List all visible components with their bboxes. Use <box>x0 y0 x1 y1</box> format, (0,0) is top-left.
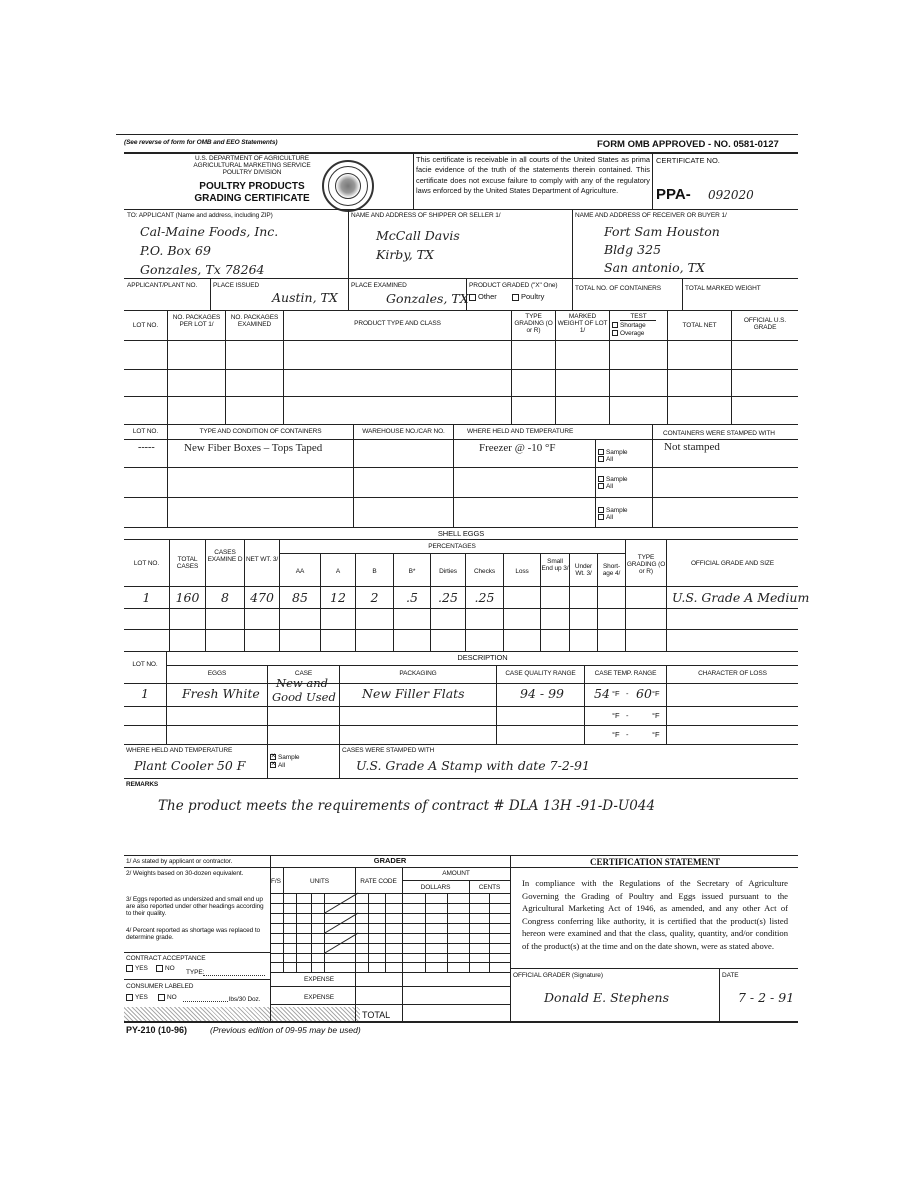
desc-col-lot: LOT NO. <box>132 661 158 668</box>
grader-col-units: UNITS <box>309 878 329 885</box>
footnote-4: 4/ Percent reported as shortage was replaced to determine grade. <box>126 927 261 941</box>
cases-stamped-value: U.S. Grade A Stamp with date 7-2-91 <box>356 758 590 773</box>
certification-text: In compliance with the Regulations of the Secretary of Agriculture Governing the Grading of Poultry and Eggs issued pursuant to the Agricultural Marketing Act of 1946, as amended, and any other Act of Congress conferring like authority, it is certified that the product(s) listed hereon were examined and that the class, quality, quantity, and/or condition of the product(s) at the time and on the date shown, were as stated above. <box>522 878 788 951</box>
cases-stamped-label: CASES WERE STAMPED WITH <box>342 747 435 754</box>
desc-row1-case-2: Good Used <box>272 690 336 704</box>
cont-col-held: WHERE HELD AND TEMPERATURE <box>467 428 574 435</box>
applicant-name: Cal-Maine Foods, Inc. <box>140 224 279 239</box>
footnote-3: 3/ Eggs reported as undersized and small end up are also reported under other headings according to their quality. <box>126 896 264 917</box>
consumer-labeled-label: CONSUMER LABELED <box>126 983 194 990</box>
product-graded-label: PRODUCT GRADED ("X" One) <box>469 282 558 289</box>
eggs-col-aa: AA <box>295 568 305 575</box>
desc-row1-deg-1: °F <box>612 689 620 698</box>
certificate-prefix: PPA- <box>656 186 691 203</box>
desc-row3-deg-1: °F <box>612 730 620 739</box>
cont-row2-all-label: All <box>606 483 613 490</box>
desc-row1-packaging: New Filler Flats <box>362 686 465 701</box>
grader-signature: Donald E. Stephens <box>544 990 669 1005</box>
eggs-row1-official: U.S. Grade A Medium <box>672 590 810 605</box>
desc-row2-dash: - <box>626 711 629 720</box>
certificate-no-label: CERTIFICATE NO. <box>656 156 720 165</box>
place-examined: Gonzales, TX <box>386 291 469 306</box>
held-label: WHERE HELD AND TEMPERATURE <box>126 747 233 754</box>
date-label: DATE <box>722 972 739 979</box>
eggs-col-small-end: Small End up 3/ <box>541 558 569 572</box>
eggs-row1-bstar: .5 <box>406 590 418 605</box>
desc-row1-case-1: New and <box>276 676 328 690</box>
eggs-row1-net: 470 <box>250 590 274 605</box>
eggs-col-dirties: Dirties <box>439 568 457 575</box>
test-shortage-checkbox[interactable] <box>612 322 646 329</box>
col-packages-per-lot: NO. PACKAGES PER LOT 1/ <box>172 314 221 328</box>
col-type-grading: TYPE GRADING (O or R) <box>514 313 553 334</box>
cont-row3-sample-label: Sample <box>606 507 628 514</box>
cont-row1-sample-label: Sample <box>606 449 628 456</box>
eggs-row1-total: 160 <box>175 590 200 605</box>
desc-row1-temp-low: 54 <box>594 686 610 701</box>
receiver-label: NAME AND ADDRESS OF RECEIVER OR BUYER 1/ <box>575 212 727 219</box>
desc-row2-deg-2: °F <box>652 711 660 720</box>
col-packages-examined: NO. PACKAGES EXAMINED <box>230 314 279 328</box>
desc-row2-deg-1: °F <box>612 711 620 720</box>
total-label: TOTAL <box>362 1010 391 1020</box>
desc-row1-quality: 94 - 99 <box>520 686 564 701</box>
shell-eggs-title: SHELL EGGS <box>437 529 485 538</box>
shipper-label: NAME AND ADDRESS OF SHIPPER OR SELLER 1/ <box>351 212 501 219</box>
eggs-col-official: OFFICIAL GRADE AND SIZE <box>690 560 775 567</box>
graded-other-checkbox[interactable] <box>469 293 497 302</box>
place-issued: Austin, TX <box>272 290 338 305</box>
eggs-col-loss: Loss <box>515 568 529 575</box>
form-title-2: GRADING CERTIFICATE <box>194 193 310 204</box>
col-total-net: TOTAL NET <box>682 322 717 329</box>
cont-row2-all-checkbox[interactable] <box>598 483 613 490</box>
eggs-col-shortage: Short-age 4/ <box>602 563 621 577</box>
remarks-label: REMARKS <box>126 781 159 788</box>
desc-row3-dash: - <box>626 730 629 739</box>
desc-row1-temp-high: 60 <box>636 686 652 701</box>
total-containers-label: TOTAL NO. OF CONTAINERS <box>575 285 661 292</box>
description-title: DESCRIPTION <box>457 653 508 662</box>
place-issued-label: PLACE ISSUED <box>213 282 260 289</box>
grader-col-amount: AMOUNT <box>442 870 470 877</box>
eggs-row1-examined: 8 <box>221 590 229 605</box>
date-value: 7 - 2 - 91 <box>738 990 795 1005</box>
omb-approval: FORM OMB APPROVED - NO. 0581-0127 <box>597 139 779 150</box>
form-title-1: POULTRY PRODUCTS <box>199 181 305 192</box>
eggs-col-cases-examined: CASES EXAMINE D <box>207 549 243 563</box>
desc-col-quality: CASE QUALITY RANGE <box>505 670 576 677</box>
held-value: Plant Cooler 50 F <box>134 758 246 773</box>
held-all-checkbox[interactable] <box>270 762 285 769</box>
receiver-building: Bldg 325 <box>604 242 662 257</box>
applicant-address: P.O. Box 69 <box>140 243 211 258</box>
plant-no-label: APPLICANT/PLANT NO. <box>127 282 198 289</box>
eggs-row1-a: 12 <box>330 590 346 605</box>
certificate-number: 092020 <box>708 188 754 202</box>
receiver-city: San antonio, TX <box>604 260 705 275</box>
cont-col-warehouse: WAREHOUSE NO./CAR NO. <box>362 428 445 435</box>
dept-line-3: POULTRY DIVISION <box>222 169 282 176</box>
previous-edition-note: (Previous edition of 09-95 may be used) <box>210 1025 361 1035</box>
consumer-lbs-label: lbs/30 Doz. <box>229 996 261 1003</box>
graded-poultry-checkbox[interactable] <box>512 293 544 302</box>
cont-row1-all-checkbox[interactable] <box>598 456 613 463</box>
test-shortage-label: Shortage <box>620 322 646 329</box>
cont-row3-all-label: All <box>606 514 613 521</box>
desc-col-eggs: EGGS <box>207 670 227 677</box>
eggs-row1-checks: .25 <box>474 590 495 605</box>
eggs-row1-lot: 1 <box>142 590 151 605</box>
cont-row1-type: New Fiber Boxes – Tops Taped <box>184 442 323 454</box>
cont-row2-sample-checkbox[interactable] <box>598 476 627 483</box>
eggs-col-type-grading: TYPE GRADING (O or R) <box>626 554 666 575</box>
contract-yes-checkbox[interactable] <box>126 965 148 972</box>
eggs-row1-b: 2 <box>370 590 379 605</box>
graded-poultry-label: Poultry <box>521 292 545 301</box>
col-test: TEST <box>630 313 647 320</box>
official-grader-label: OFFICIAL GRADER (Signature) <box>513 972 603 979</box>
usda-seal-icon <box>322 160 374 212</box>
eggs-col-b: B <box>372 568 377 575</box>
desc-col-loss: CHARACTER OF LOSS <box>698 670 767 677</box>
cont-col-lot: LOT NO. <box>132 428 159 435</box>
eggs-col-lot: LOT NO. <box>133 560 160 567</box>
col-product-type-class: PRODUCT TYPE AND CLASS <box>354 320 441 327</box>
eggs-row1-dirties: .25 <box>438 590 458 605</box>
cont-row1-held: Freezer @ -10 °F <box>479 442 556 454</box>
col-marked-weight: MARKED WEIGHT OF LOT 1/ <box>557 313 608 334</box>
cont-row2-sample-label: Sample <box>606 476 628 483</box>
dept-line-2: AGRICULTURAL MARKETING SERVICE <box>193 162 311 169</box>
contract-acceptance-label: CONTRACT ACCEPTANCE <box>126 955 206 962</box>
held-all-label: All <box>278 762 285 769</box>
grader-col-fs: F/S <box>271 878 281 885</box>
cont-row3-sample-checkbox[interactable] <box>598 507 627 514</box>
cont-row1-lot: ----- <box>138 442 155 453</box>
eggs-col-checks: Checks <box>473 568 496 575</box>
shipper-city: Kirby, TX <box>376 247 434 262</box>
eggs-row1-aa: 85 <box>292 590 308 605</box>
receiver-name: Fort Sam Houston <box>604 224 720 239</box>
desc-row3-deg-2: °F <box>652 730 660 739</box>
grader-col-cents: CENTS <box>478 884 501 891</box>
applicant-city: Gonzales, Tx 78264 <box>140 262 265 277</box>
cont-row3-all-checkbox[interactable] <box>598 514 613 521</box>
shaded-area <box>124 1007 360 1021</box>
certification-title: CERTIFICATION STATEMENT <box>590 857 720 867</box>
total-marked-weight-label: TOTAL MARKED WEIGHT <box>685 285 761 292</box>
contract-yes-label: YES <box>135 965 148 973</box>
cont-row1-all-label: All <box>606 456 613 463</box>
held-sample-label: Sample <box>278 754 300 761</box>
cont-row1-stamped: Not stamped <box>664 441 720 453</box>
grader-col-rate: RATE CODE <box>360 878 397 885</box>
desc-col-case: CASE <box>294 670 313 677</box>
consumer-no-label: NO <box>167 994 177 1002</box>
legal-notice: This certificate is receivable in all courts of the United States as prima facie evidence of the truth of the statements therein contained. This certificate does not excuse failure to comply with any of the regulatory laws enforced by the United States Department of Agriculture. <box>416 155 650 196</box>
consumer-yes-label: YES <box>135 994 148 1002</box>
footnote-2: 2/ Weights based on 30-dozen equivalent. <box>126 870 244 877</box>
test-overage-checkbox[interactable] <box>612 330 644 337</box>
place-examined-label: PLACE EXAMINED <box>351 282 407 289</box>
reverse-note: (See reverse of form for OMB and EEO Statements) <box>124 139 278 146</box>
contract-type-label: TYPE: <box>186 969 205 976</box>
desc-row1-lot: 1 <box>141 686 149 701</box>
eggs-col-bstar: B* <box>408 568 416 575</box>
eggs-col-net-wt: NET WT. 3/ <box>245 556 279 563</box>
expense-label-1: EXPENSE <box>303 976 334 983</box>
desc-row1-deg-2: °F <box>652 689 660 698</box>
desc-row1-dash: - <box>626 689 629 698</box>
desc-row1-eggs: Fresh White <box>182 686 260 701</box>
eggs-col-total-cases: TOTAL CASES <box>176 556 199 570</box>
grader-col-dollars: DOLLARS <box>420 884 451 891</box>
applicant-label: TO: APPLICANT (Name and address, including ZIP) <box>127 212 273 219</box>
col-lot-no: LOT NO. <box>132 322 159 329</box>
shipper-name: McCall Davis <box>376 228 460 243</box>
consumer-no-checkbox[interactable] <box>158 994 177 1001</box>
contract-no-label: NO <box>165 965 175 973</box>
eggs-col-under-wt: Under Wt. 3/ <box>574 563 593 577</box>
eggs-col-a: A <box>335 568 341 575</box>
cont-col-type-condition: TYPE AND CONDITION OF CONTAINERS <box>199 428 322 435</box>
consumer-yes-checkbox[interactable] <box>126 994 148 1001</box>
percentages-title: PERCENTAGES <box>428 543 476 550</box>
form-number: PY-210 (10-96) <box>126 1025 188 1035</box>
col-official-grade: OFFICIAL U.S. GRADE <box>743 317 787 331</box>
desc-col-packaging: PACKAGING <box>399 670 437 677</box>
cont-col-stamped: CONTAINERS WERE STAMPED WITH <box>663 430 775 437</box>
cont-row1-sample-checkbox[interactable] <box>598 449 627 456</box>
footnote-1: 1/ As stated by applicant or contractor. <box>126 858 233 865</box>
graded-other-label: Other <box>478 292 497 301</box>
dept-line-1: U.S. DEPARTMENT OF AGRICULTURE <box>195 155 309 162</box>
contract-no-checkbox[interactable] <box>156 965 175 972</box>
grader-title: GRADER <box>373 856 407 865</box>
desc-col-temp: CASE TEMP. RANGE <box>594 670 657 677</box>
test-overage-label: Overage <box>620 330 645 337</box>
expense-label-2: EXPENSE <box>303 994 334 1001</box>
remarks-text: The product meets the requirements of contract # DLA 13H -91-D-U044 <box>158 798 656 814</box>
